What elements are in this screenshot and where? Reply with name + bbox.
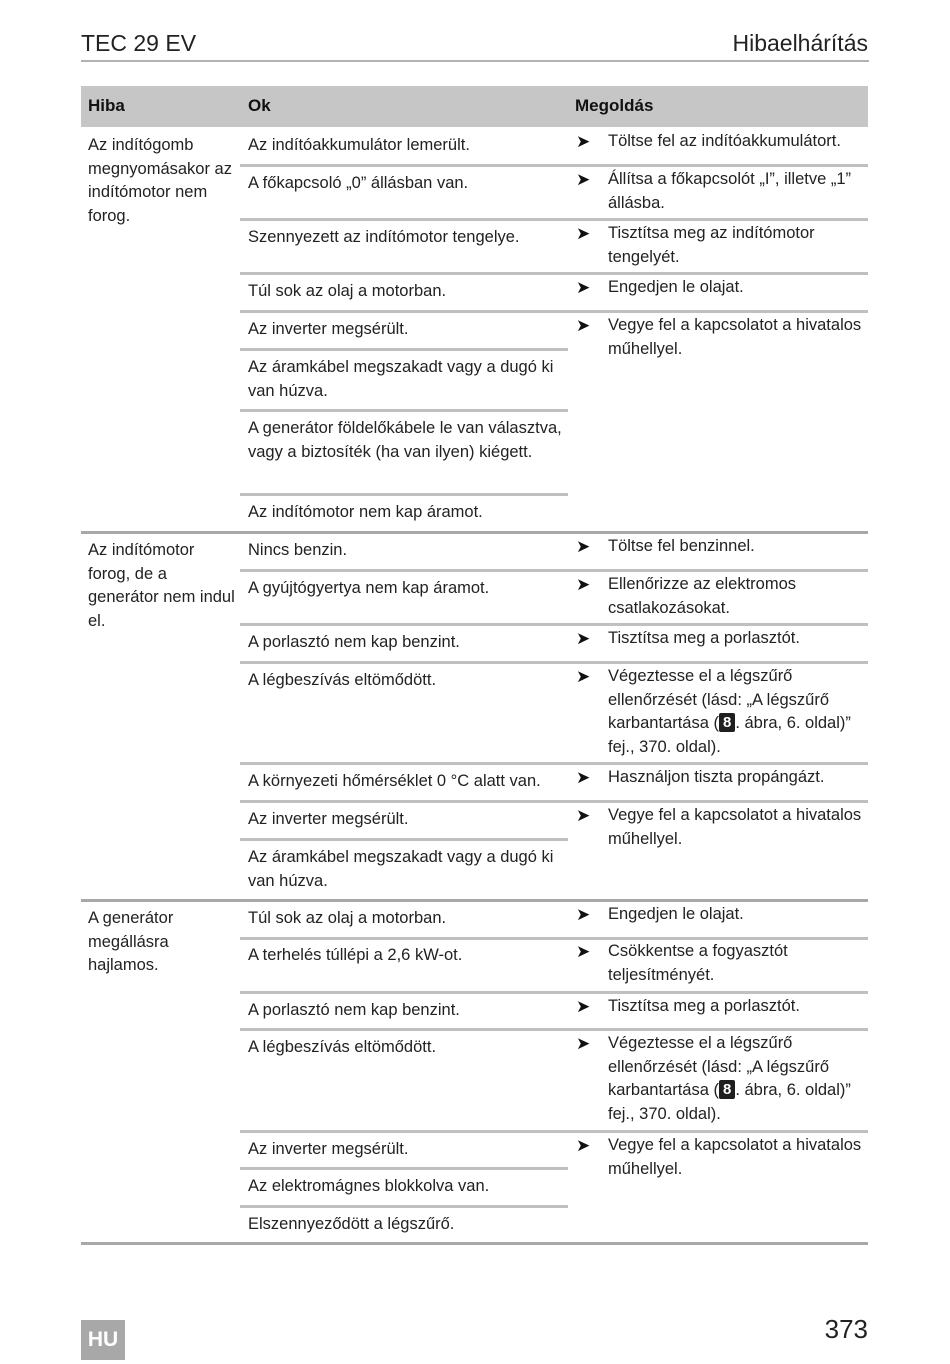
solution-text-post: . ábra, 6. oldal)” fej., 370. oldal). <box>608 714 851 757</box>
solution-text-pre: Végeztesse el a légszűrő ellenőrzését (lásd: „A légszűrő karbantartása ( <box>608 667 830 733</box>
table-header <box>81 86 868 127</box>
ok-cell: Túl sok az olaj a motorban. <box>248 909 447 927</box>
arrow-icon: ➤ <box>576 1136 591 1155</box>
ok-cell: Az inverter megsérült. <box>248 320 409 338</box>
ok-cell: A főkapcsoló „0” állásban van. <box>248 174 469 192</box>
ok-cell: Elszennyeződött a légszűrő. <box>248 1215 455 1233</box>
ok-cell: A porlasztó nem kap benzint. <box>248 1001 460 1019</box>
arrow-icon: ➤ <box>576 905 591 924</box>
row-divider <box>240 1130 868 1133</box>
page-header-section: Hibaelhárítás <box>732 30 868 56</box>
ok-cell: Az indítóakkumulátor lemerült. <box>248 136 470 154</box>
ok-cell: Az elektromágnes blokkolva van. <box>248 1177 490 1195</box>
arrow-icon: ➤ <box>576 575 591 594</box>
row-divider <box>240 800 868 803</box>
arrow-icon: ➤ <box>576 667 591 686</box>
arrow-icon: ➤ <box>576 132 591 151</box>
solution-cell <box>608 1032 863 1127</box>
arrow-icon: ➤ <box>576 942 591 961</box>
arrow-icon: ➤ <box>576 224 591 243</box>
group-divider <box>81 899 868 902</box>
ok-cell: A légbeszívás eltömődött. <box>248 671 437 689</box>
page-header-model: TEC 29 EV <box>81 30 197 56</box>
solution-cell <box>608 665 863 760</box>
ok-cell: A környezeti hőmérséklet 0 °C alatt van. <box>248 772 541 790</box>
hiba-cell: Az indítómotor forog, de a generátor nem indul el. <box>88 541 235 631</box>
solution-cell: Engedjen le olajat. <box>608 905 744 923</box>
solution-cell: Használjon tiszta propángázt. <box>608 768 825 786</box>
row-divider <box>240 838 568 841</box>
page-number: 373 <box>824 1314 868 1344</box>
row-divider <box>240 991 868 994</box>
ok-cell: Az indítómotor nem kap áramot. <box>248 503 483 521</box>
ok-cell: A terhelés túllépi a 2,6 kW-ot. <box>248 946 463 964</box>
arrow-icon: ➤ <box>576 537 591 556</box>
group-divider <box>81 531 868 534</box>
arrow-icon: ➤ <box>576 278 591 297</box>
row-divider <box>240 409 568 412</box>
arrow-icon: ➤ <box>576 316 591 335</box>
language-badge: HU <box>81 1320 125 1360</box>
solution-cell: Vegye fel a kapcsolatot a hivatalos műhellyel. <box>608 316 862 358</box>
solution-cell: Ellenőrizze az elektromos csatlakozásokat. <box>608 575 796 617</box>
ok-cell: Túl sok az olaj a motorban. <box>248 282 447 300</box>
ok-cell: Az inverter megsérült. <box>248 810 409 828</box>
column-header-ok: Ok <box>248 96 271 115</box>
row-divider <box>240 623 868 626</box>
header-divider <box>81 60 869 62</box>
solution-cell: Tisztítsa meg a porlasztót. <box>608 629 800 647</box>
solution-cell: Tisztítsa meg az indítómotor tengelyét. <box>608 224 815 266</box>
row-divider <box>240 348 568 351</box>
row-divider <box>240 310 868 313</box>
column-header-hiba: Hiba <box>88 96 125 115</box>
row-divider <box>240 218 868 221</box>
row-divider <box>240 164 868 167</box>
row-divider <box>240 661 868 664</box>
arrow-icon: ➤ <box>576 768 591 787</box>
row-divider <box>240 272 868 275</box>
ok-cell: A generátor földelőkábele le van választva, vagy a biztosíték (ha van ilyen) kiégett. <box>248 419 562 461</box>
table-bottom-rule <box>81 1242 868 1245</box>
hiba-cell: A generátor megállásra hajlamos. <box>88 909 174 975</box>
ok-cell: Szennyezett az indítómotor tengelye. <box>248 228 520 246</box>
figure-badge: 8 <box>719 1080 735 1099</box>
solution-text-pre: Végeztesse el a légszűrő ellenőrzését (lásd: „A légszűrő karbantartása ( <box>608 1034 830 1100</box>
ok-cell: Az inverter megsérült. <box>248 1140 409 1158</box>
solution-cell: Tisztítsa meg a porlasztót. <box>608 997 800 1015</box>
arrow-icon: ➤ <box>576 629 591 648</box>
arrow-icon: ➤ <box>576 997 591 1016</box>
row-divider <box>240 1167 568 1170</box>
ok-cell: Nincs benzin. <box>248 541 348 559</box>
ok-cell: A porlasztó nem kap benzint. <box>248 633 460 651</box>
row-divider <box>240 1205 568 1208</box>
solution-text-post: . ábra, 6. oldal)” fej., 370. oldal). <box>608 1081 851 1124</box>
row-divider <box>240 1028 868 1031</box>
solution-cell: Vegye fel a kapcsolatot a hivatalos műhellyel. <box>608 806 862 848</box>
arrow-icon: ➤ <box>576 170 591 189</box>
arrow-icon: ➤ <box>576 806 591 825</box>
hiba-cell: Az indítógomb megnyomásakor az indítómotor nem forog. <box>88 136 232 226</box>
solution-cell: Töltse fel az indítóakkumulátort. <box>608 132 841 150</box>
row-divider <box>240 762 868 765</box>
ok-cell: A légbeszívás eltömődött. <box>248 1038 437 1056</box>
figure-badge: 8 <box>719 713 735 732</box>
ok-cell: Az áramkábel megszakadt vagy a dugó ki van húzva. <box>248 358 554 400</box>
column-header-megoldas: Megoldás <box>575 96 654 115</box>
arrow-icon: ➤ <box>576 1034 591 1053</box>
row-divider <box>240 569 868 572</box>
solution-cell: Csökkentse a fogyasztót teljesítményét. <box>608 942 788 984</box>
solution-cell: Engedjen le olajat. <box>608 278 744 296</box>
row-divider <box>240 493 568 496</box>
solution-cell: Állítsa a főkapcsolót „I”, illetve „1” állásba. <box>608 170 852 212</box>
solution-cell: Töltse fel benzinnel. <box>608 537 755 555</box>
solution-cell: Vegye fel a kapcsolatot a hivatalos műhellyel. <box>608 1136 862 1178</box>
ok-cell: A gyújtógyertya nem kap áramot. <box>248 579 490 597</box>
ok-cell: Az áramkábel megszakadt vagy a dugó ki van húzva. <box>248 848 554 890</box>
